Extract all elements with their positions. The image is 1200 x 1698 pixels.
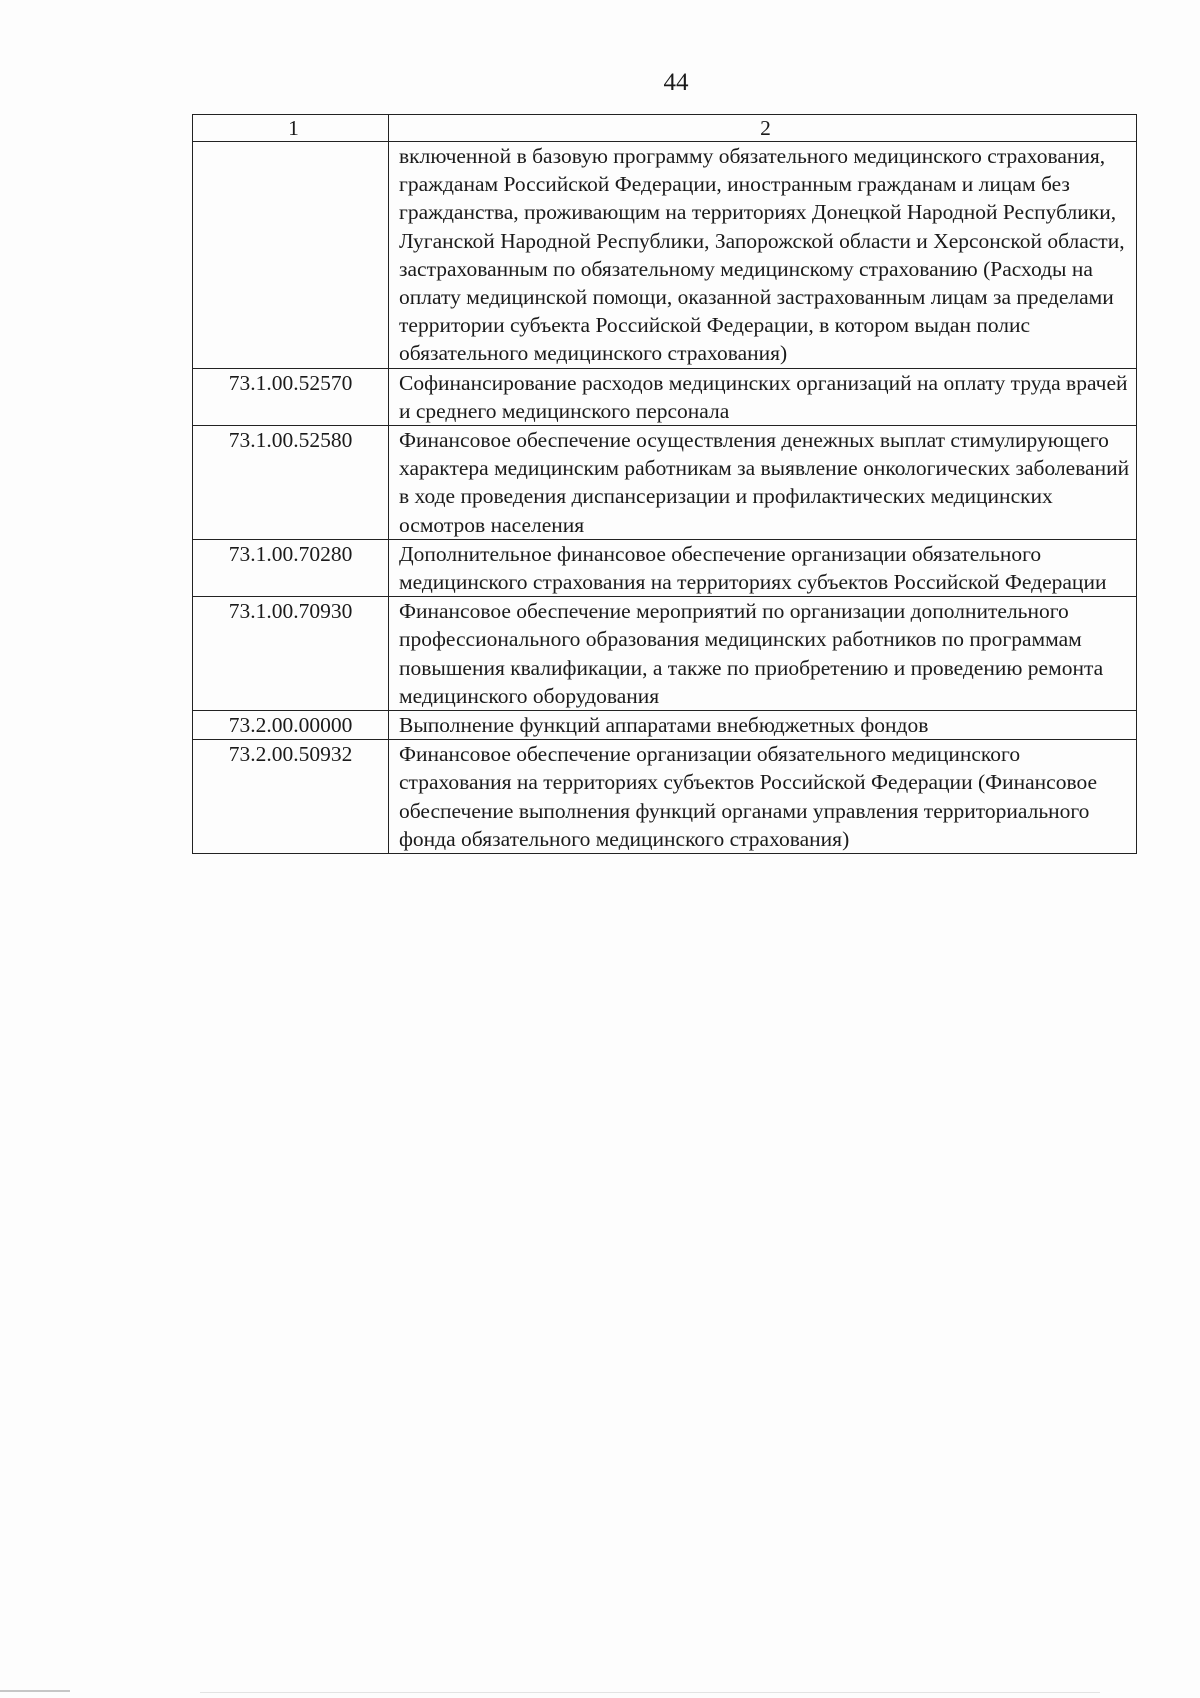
table-row	[193, 711, 1137, 740]
table-row	[193, 426, 1137, 540]
table-row	[193, 142, 1137, 369]
row-description: Софинансирование расходов медицинских организаций на оплату труда врачей и среднего медицинского персонала	[389, 368, 1137, 425]
row-description: включенной в базовую программу обязательного медицинского страхования, гражданам Российской Федерации, иностранным гражданам и лицам без гражданства, проживающим на территориях Донецкой Народной Республики, Луганской Народной Республики, Запорожской области и Херсонской области, застрахованным по обязательному медицинскому страхованию (Расходы на оплату медицинской помощи, оказанной застрахованным лицам за пределами территории субъекта Российской Федерации, в котором выдан полис обязательного медицинского страхования)	[389, 142, 1137, 369]
column-header-code: 1	[193, 115, 389, 142]
row-code: 73.1.00.70280	[193, 539, 389, 596]
row-code: 73.2.00.00000	[193, 711, 389, 740]
column-header-description: 2	[389, 115, 1137, 142]
row-code	[193, 142, 389, 369]
row-code: 73.2.00.50932	[193, 740, 389, 854]
row-code: 73.1.00.70930	[193, 597, 389, 711]
table-header-row	[193, 115, 1137, 142]
row-description: Выполнение функций аппаратами внебюджетных фондов	[389, 711, 1137, 740]
budget-classification-table	[192, 114, 1137, 854]
row-description: Финансовое обеспечение мероприятий по организации дополнительного профессионального образования медицинских работников по программам повышения квалификации, а также по приобретению и проведению ремонта медицинского оборудования	[389, 597, 1137, 711]
row-code: 73.1.00.52580	[193, 426, 389, 540]
scan-artifact	[0, 1690, 70, 1692]
table-row	[193, 740, 1137, 854]
row-description: Дополнительное финансовое обеспечение организации обязательного медицинского страхования на территориях субъектов Российской Федерации	[389, 539, 1137, 596]
row-description: Финансовое обеспечение осуществления денежных выплат стимулирующего характера медицинским работникам за выявление онкологических заболеваний в ходе проведения диспансеризации и профилактических медицинских осмотров населения	[389, 426, 1137, 540]
row-code: 73.1.00.52570	[193, 368, 389, 425]
page-number: 44	[663, 69, 689, 96]
page-number-container	[0, 68, 1200, 98]
row-description: Финансовое обеспечение организации обязательного медицинского страхования на территориях субъектов Российской Федерации (Финансовое обеспечение выполнения функций органами управления территориального фонда обязательного медицинского страхования)	[389, 740, 1137, 854]
table-row	[193, 368, 1137, 425]
table-row	[193, 539, 1137, 596]
scan-artifact	[200, 1692, 1100, 1693]
table-row	[193, 597, 1137, 711]
